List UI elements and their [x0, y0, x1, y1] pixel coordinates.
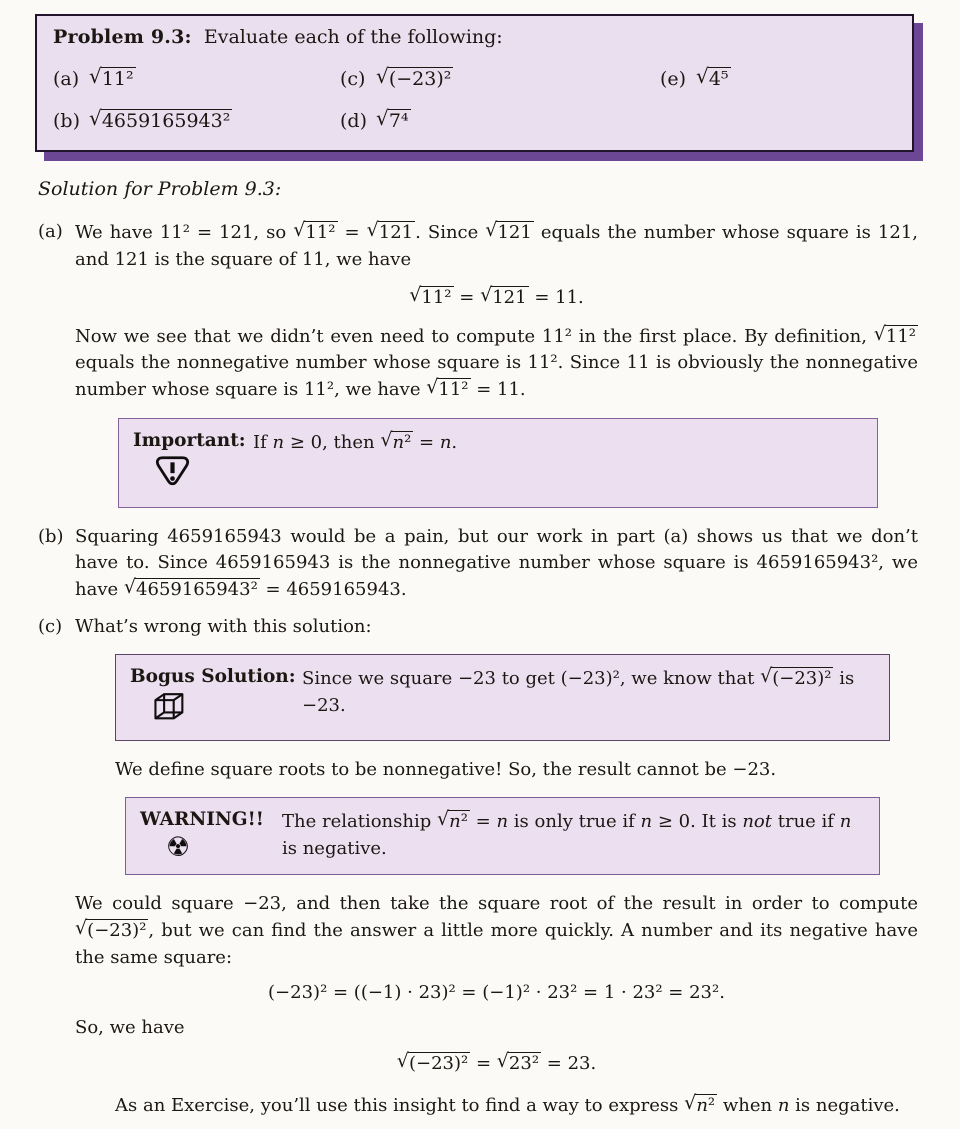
warning-label-column	[140, 807, 282, 864]
radicand: 11²	[305, 222, 336, 244]
radical-sign: √	[75, 916, 88, 939]
problem-part-b	[53, 106, 340, 136]
radical-sign: √	[873, 322, 886, 345]
radical-sign: √	[376, 106, 389, 131]
radicand: 11²	[438, 379, 469, 401]
problem-title	[53, 24, 896, 52]
radicand: 4⁵	[708, 67, 729, 90]
radicand: (−23)²	[772, 667, 832, 689]
bogus-solution-box	[115, 654, 890, 741]
radicand: 23²	[508, 1052, 540, 1074]
part-tag: (a)	[53, 67, 80, 90]
solution-part-b	[38, 524, 918, 604]
solution-heading: Solution for Problem 9.3:	[38, 177, 282, 200]
equation-sqrt-23: √(−23)² = √23² = 23.	[396, 1049, 597, 1074]
problem-part-a	[53, 64, 340, 94]
problem-part-d	[340, 106, 660, 136]
bogus-solution-text: Since we square −23 to get (−23)², we know that √(−23)² is −23.	[302, 664, 855, 716]
bogus-label-column	[130, 664, 302, 730]
radicand: 7⁴	[388, 110, 409, 133]
part-expression	[376, 64, 453, 94]
radical-sign: √	[293, 219, 306, 242]
important-label: Important:	[133, 430, 246, 451]
equation-squares-equal: (−23)² = ((−1) · 23)² = (−1)² · 23² = 1 · 23² = 23².	[268, 981, 725, 1003]
warning-text: The relationship √n² = n is only true if n ≥ 0. It is not true if n is negative.	[282, 807, 852, 859]
part-expression	[376, 106, 411, 136]
radical-sign: √	[89, 63, 102, 88]
part-c-paragraph: What’s wrong with this solution:	[75, 615, 372, 637]
radicand: (−23)²	[87, 919, 147, 941]
textbook-page	[0, 14, 960, 1120]
radicand: n²	[696, 1095, 716, 1117]
radical-sign: √	[496, 1049, 509, 1072]
problem-box	[35, 14, 914, 152]
radicand: 11²	[421, 286, 452, 308]
important-text: If n ≥ 0, then √n² = n.	[253, 429, 458, 453]
radicand: 4659165943²	[101, 110, 231, 133]
radical-sign: √	[696, 63, 709, 88]
problem-part-c	[340, 64, 660, 94]
warning-box	[125, 797, 880, 875]
part-tag: (b)	[53, 110, 80, 133]
problem-prompt: Evaluate each of the following:	[203, 26, 503, 48]
radicand: (−23)²	[388, 67, 452, 90]
radical-sign: √	[480, 283, 493, 306]
problem-label: Problem 9.3:	[53, 26, 192, 48]
radicand: 121	[378, 222, 414, 244]
radical-sign: √	[684, 1092, 697, 1115]
radicand: 121	[497, 222, 532, 244]
radiation-icon: ☢	[166, 831, 191, 863]
solution-part-a	[38, 219, 918, 404]
important-label-column	[133, 428, 253, 497]
item-tag: (b)	[38, 525, 64, 547]
bogus-solution-label: Bogus Solution:	[130, 665, 296, 687]
part-a-paragraph-2: Now we see that we didn’t even need to compute 11² in the first place. By definition, √11² equals the nonnegative number whose square is 11². Since 11 is obviously the nonnegative number whose square is 11², we have √11² = 11.	[75, 322, 918, 401]
radical-sign: √	[89, 106, 102, 131]
exclamation-triangle-icon	[155, 473, 190, 494]
radicand: 11²	[885, 325, 916, 347]
wireframe-box-icon	[152, 706, 189, 727]
warning-label: WARNING!!	[140, 808, 264, 830]
part-a-content	[75, 219, 918, 404]
radicand: (−23)²	[408, 1052, 469, 1074]
part-c-content	[75, 614, 918, 640]
item-tag: (c)	[38, 615, 63, 637]
radicand: 121	[492, 286, 527, 308]
radical-sign: √	[376, 63, 389, 88]
item-tag: (a)	[38, 221, 63, 243]
radical-sign: √	[396, 1049, 409, 1072]
part-tag: (e)	[660, 67, 687, 90]
radical-sign: √	[436, 807, 450, 830]
radical-sign: √	[123, 576, 137, 599]
part-expression	[89, 106, 232, 136]
part-expression	[89, 64, 136, 94]
problem-parts	[53, 64, 896, 136]
part-a-paragraph-1: We have 11² = 121, so √11² = √121 . Since √121 equals the number whose square is 121, and 121 is the square of 11, we have	[75, 219, 918, 270]
radical-sign: √	[409, 283, 422, 306]
solution-part-c	[38, 614, 918, 640]
part-b-content	[75, 524, 918, 604]
part-b-paragraph: Squaring 4659165943 would be a pain, but our work in part (a) shows us that we don’t have to. Since 4659165943 is the nonnegative number whose square is 4659165943², we have √4659165943² = 4659165943.	[75, 525, 918, 601]
compute-paragraph: We could square −23, and then take the square root of the result in order to compute √(−23)² , but we can find the answer a little more quickly. A number and its negative have the same square:	[75, 892, 918, 968]
exercise-note: As an Exercise, you’ll use this insight to find a way to express √n² when n is negative.	[115, 1092, 900, 1117]
problem-part-e	[660, 64, 896, 94]
radicand: n²	[449, 810, 468, 832]
radical-sign: √	[380, 429, 393, 451]
nonnegative-remark: We define square roots to be nonnegative! So, the result cannot be −23.	[115, 758, 777, 780]
so-we-have: So, we have	[75, 1016, 185, 1038]
part-tag: (c)	[340, 67, 366, 90]
radical-sign: √	[426, 376, 439, 399]
radicand: n²	[392, 432, 412, 453]
part-expression	[696, 64, 731, 94]
radicand: 4659165943²	[136, 579, 258, 601]
important-box	[118, 418, 878, 508]
radical-sign: √	[485, 219, 498, 242]
radical-sign: √	[366, 219, 379, 242]
equation-sqrt-11: √11² = √121 = 11.	[409, 283, 584, 308]
radical-sign: √	[760, 664, 773, 687]
part-tag: (d)	[340, 110, 367, 133]
radicand: 11²	[101, 67, 134, 90]
